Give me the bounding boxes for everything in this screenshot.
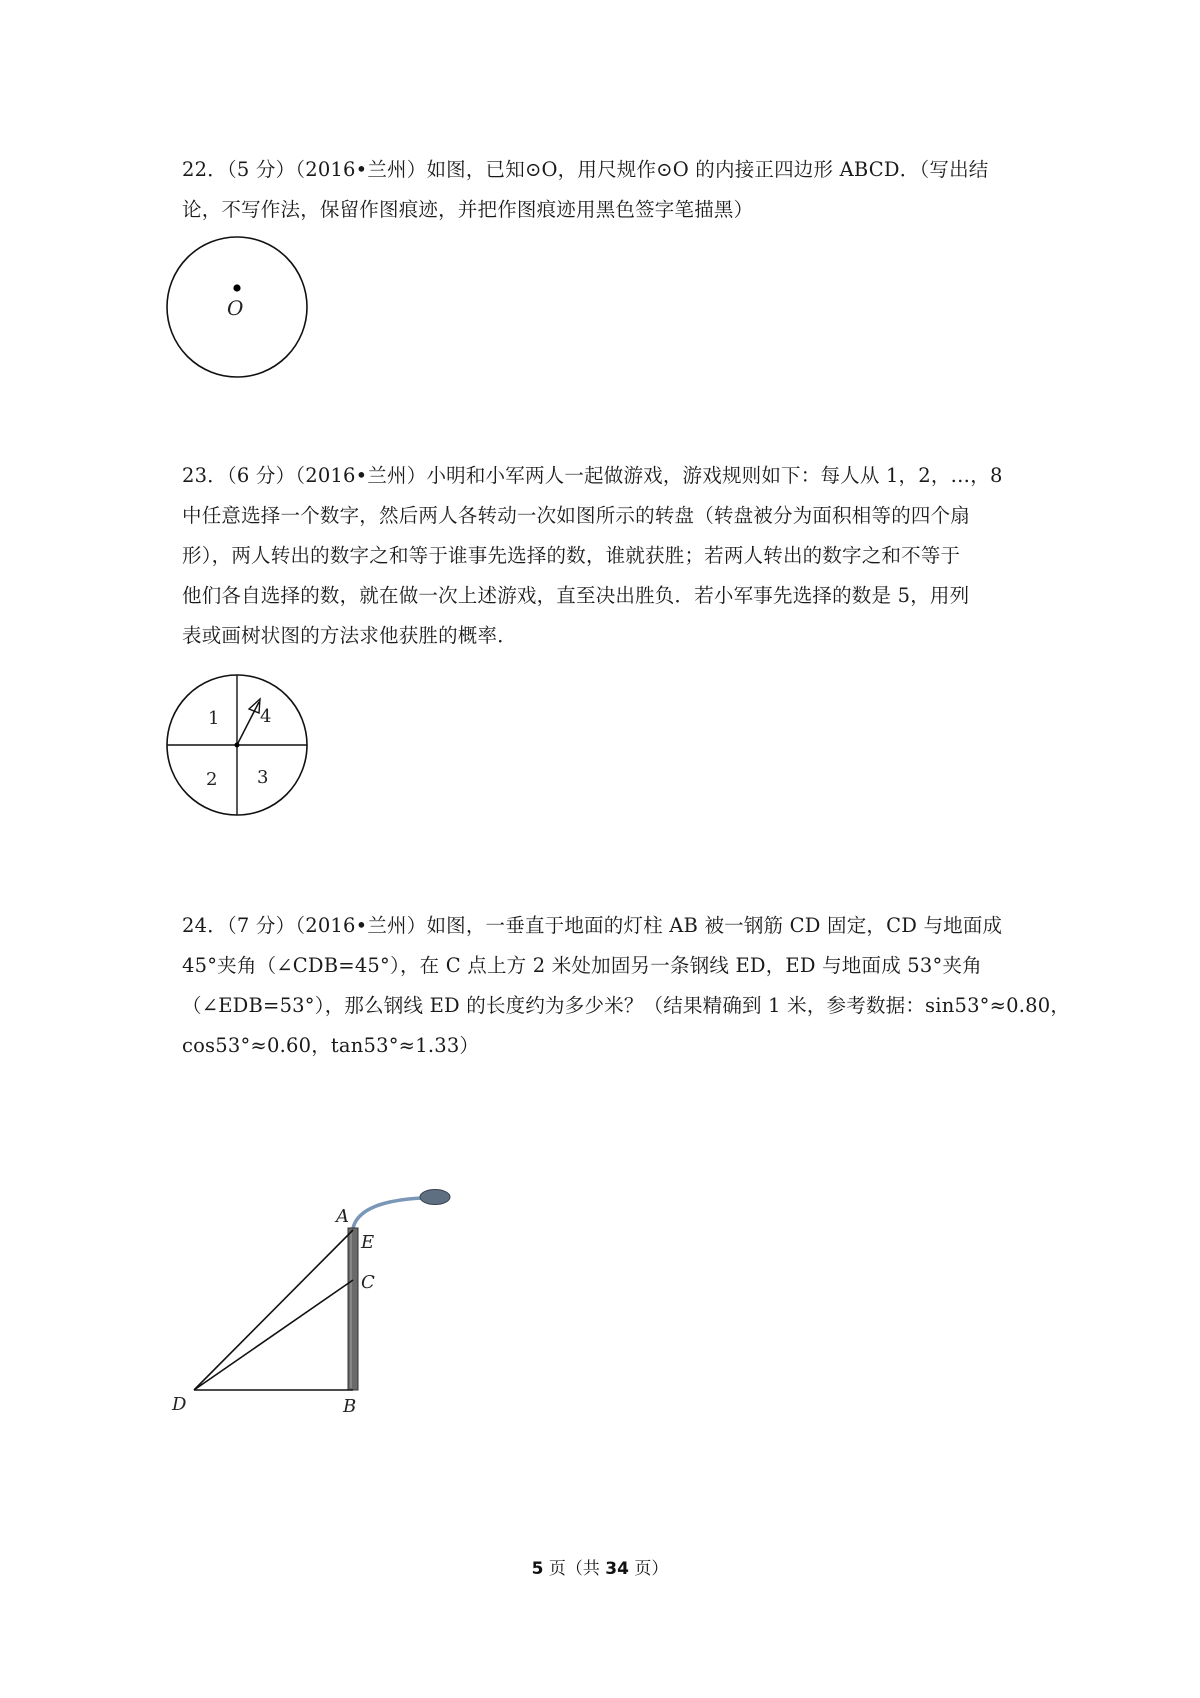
sector-label-3: 3 <box>257 767 269 788</box>
point-label-b: B <box>343 1396 357 1417</box>
spinner-pivot <box>235 743 240 748</box>
spinner-arrow-head <box>249 699 260 713</box>
problem-23-line-3: 形），两人转出的数字之和等于谁事先选择的数，谁就获胜；若两人转出的数字之和不等于 <box>182 544 961 567</box>
lamp-arm <box>353 1198 422 1228</box>
wire-ed <box>194 1230 353 1390</box>
problem-24-line-4: cos53°≈0.60，tan53°≈1.33） <box>182 1034 480 1057</box>
problem-22-line-2: 论，不写作法，保留作图痕迹，并把作图痕迹用黑色签字笔描黑） <box>182 198 754 221</box>
center-label: O <box>227 296 244 320</box>
sector-label-1: 1 <box>208 708 220 729</box>
page-total: 34 <box>605 1559 629 1579</box>
sector-label-4: 4 <box>260 706 272 727</box>
footer-mid-text: 页（共 <box>543 1559 606 1579</box>
problem-22 <box>182 150 1022 230</box>
problem-23-line-4: 他们各自选择的数，就在做一次上述游戏，直至决出胜负．若小军事先选择的数是 5，用列 <box>182 584 970 607</box>
page-number: 5 <box>531 1559 544 1579</box>
spinner-figure <box>160 668 320 828</box>
problem-23 <box>182 456 1022 656</box>
sector-label-2: 2 <box>206 769 218 790</box>
problem-23-line-5: 表或画树状图的方法求他获胜的概率． <box>182 624 517 647</box>
problem-24-line-3: （∠EDB=53°），那么钢线 ED 的长度约为多少米？（结果精确到 1 米，参考数据：sin53°≈0.80， <box>182 994 1071 1017</box>
problem-24-line-2: 45°夹角（∠CDB=45°），在 C 点上方 2 米处加固另一条钢线 ED，ED 与地面成 53°夹角 <box>182 954 982 977</box>
point-label-a: A <box>336 1206 349 1227</box>
page-footer <box>0 1554 1200 1579</box>
problem-23-line-1: 23．（6 分）（2016•兰州）小明和小军两人一起做游戏，游戏规则如下：每人从 1，2，…，8 <box>182 464 1003 487</box>
lamp-post-figure <box>160 1170 480 1440</box>
footer-end-text: 页） <box>628 1559 669 1579</box>
lamp-pole <box>348 1228 358 1390</box>
center-point <box>233 284 240 291</box>
spinner-arrow-shaft <box>237 702 259 745</box>
problem-22-line-1: 22．（5 分）（2016•兰州）如图，已知⊙O，用尺规作⊙O 的内接正四边形 ABCD．（写出结 <box>182 158 989 181</box>
point-label-c: C <box>361 1272 375 1293</box>
point-label-d: D <box>172 1394 187 1415</box>
point-label-e: E <box>361 1232 375 1253</box>
wire-cd <box>194 1280 353 1390</box>
problem-23-line-2: 中任意选择一个数字，然后两人各转动一次如图所示的转盘（转盘被分为面积相等的四个扇 <box>182 504 971 527</box>
problem-22-figure <box>160 230 320 390</box>
problem-24 <box>182 906 1071 1066</box>
lamp-head <box>420 1190 450 1205</box>
problem-24-line-1: 24．（7 分）（2016•兰州）如图，一垂直于地面的灯柱 AB 被一钢筋 CD 固定，CD 与地面成 <box>182 914 1003 937</box>
